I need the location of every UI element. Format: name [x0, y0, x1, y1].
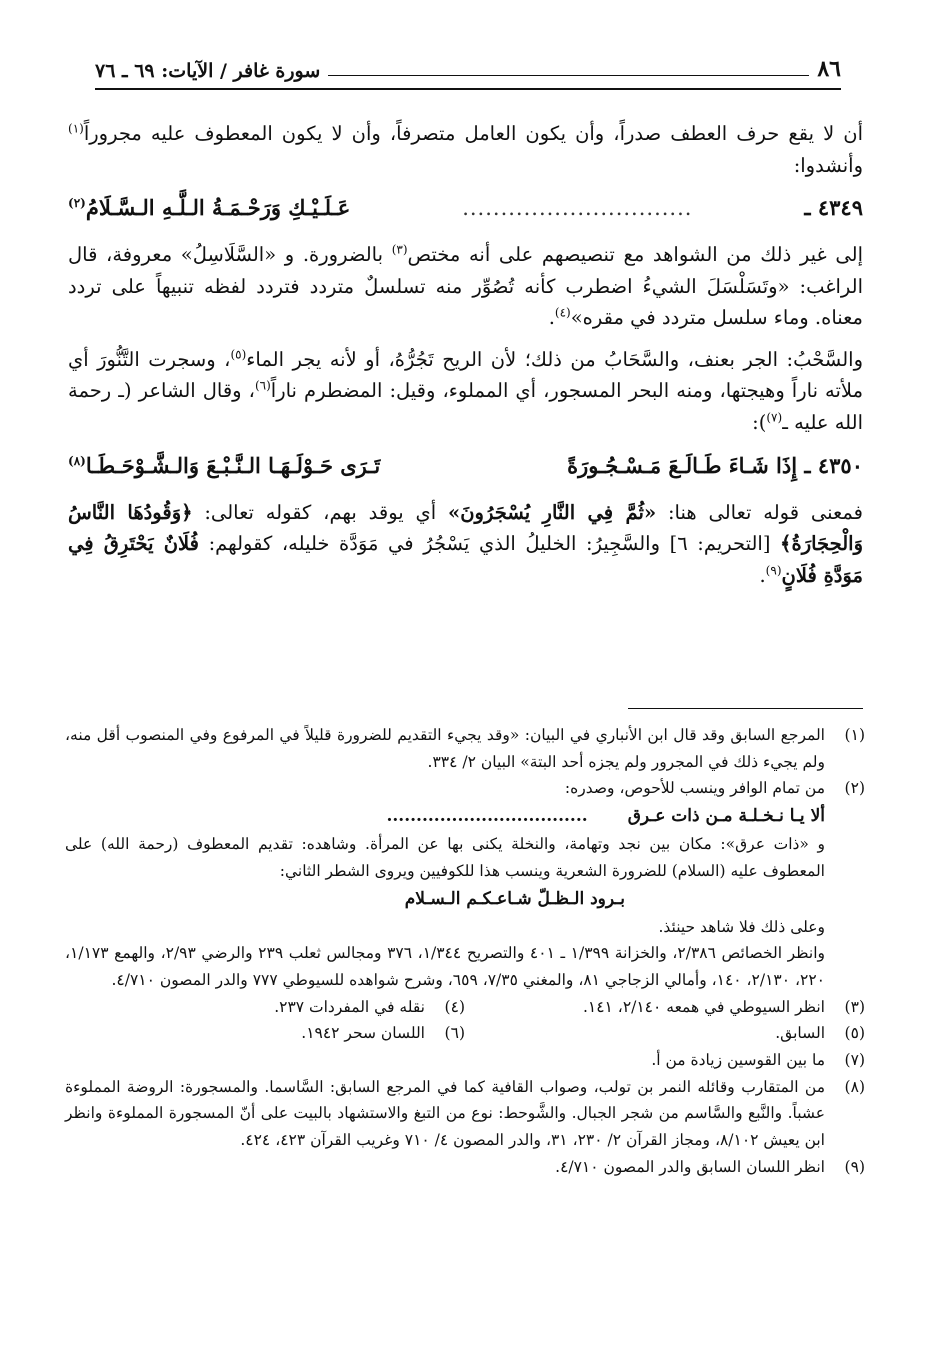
text: أن لا يقع حرف العطف صدراً، وأن يكون العامل متصرفاً، وأن لا يكون المعطوف عليه مجروراً [83, 122, 863, 145]
text: ، وقال الشاعر (ـ رحمة الله عليه ـ [68, 379, 863, 435]
page-number: ٨٦ [817, 56, 841, 82]
verse-number: ٤٣٥٠ ـ [804, 452, 863, 478]
verse-dots: .................................. [386, 805, 588, 826]
verse-number: ٤٣٤٩ ـ [804, 195, 863, 221]
footnote-ref: (٤) [554, 305, 571, 320]
footnote-text: انظر اللسان السابق والدر المصون ٤/٧١٠. [555, 1157, 825, 1176]
text: ، وسجرت التَّنُّورَ أي ملأته ناراً وهيجتها، ومنه البحر المسجور، أي المملوء، وقيل: المضطرم ناراً [68, 347, 864, 403]
footnote [65, 1020, 465, 1047]
paragraph [68, 344, 863, 439]
footnote-number: (٧) [844, 1051, 865, 1070]
footnote-row [65, 994, 865, 1021]
footnote-text: ما بين القوسين زيادة من أ. [651, 1051, 825, 1070]
footnote [65, 994, 465, 1021]
footnote-separator [628, 708, 863, 709]
footnote-ref: (٧) [766, 410, 783, 425]
text: أي يوقد بهم، كقوله تعالى: [192, 500, 449, 524]
text: والسَّحْبُ: الجر بعنف، والسَّحَابُ من ذلك؛ لأن الريح تَجُرُّهُ، أو لأنه يجر الماء [246, 347, 863, 371]
verse-first-hemistich [567, 449, 863, 483]
footnote-number: (٢) [844, 779, 865, 798]
footnote [65, 1047, 865, 1074]
text: إِذَا شَـاءَ طَـالَـعَ مَـسْـجُـورَةً [567, 452, 798, 478]
verse-line [68, 191, 863, 225]
main-text [68, 118, 863, 601]
footnote [65, 1074, 865, 1154]
footnotes [65, 722, 865, 1180]
footnote-row [65, 1020, 865, 1047]
footnote-number: (٦) [444, 1024, 465, 1043]
text: . [548, 306, 555, 330]
running-title: سورة غافر / الآيات: ٦٩ ـ ٧٦ [95, 60, 321, 82]
verse-dots: .............................. [462, 196, 693, 221]
verse-hemistich [68, 191, 350, 225]
quoted-saying: فُلَانٌ يَحْتَرِقُ فِي مَوَدَّةِ فُلَانٍ [68, 532, 863, 587]
footnote-text: من تمام الوافر وينسب للأحوص، وصدره: [564, 779, 825, 798]
footnote-text: اللسان سحر ١٩٤٢. [301, 1024, 425, 1043]
text: إلى غير ذلك من الشواهد مع تنصيصهم على أنه مختص [407, 243, 864, 267]
footnote-ref: (٩) [765, 563, 782, 578]
footnote-ref: (٨) [68, 453, 86, 468]
footnote-ref: (٥) [230, 347, 247, 362]
footnote [465, 994, 865, 1021]
paragraph [68, 497, 863, 592]
text: ): [752, 411, 767, 435]
quran-quote: «ثُمَّ فِي النَّارِ يُسْجَرُونَ» [448, 500, 657, 524]
footnote-ref: (٣) [391, 242, 408, 257]
footnote-text: وانظر الخصائص ٢/٣٨٦، والخزانة ١/٣٩٩ ـ ٤٠١ والتصريح ١/٣٤٤، ٣٧٦ ومجالس ثعلب ٢٣٩ والرضي ٢/٩٣، والهمع ١/١٧٣، ٢٢٠، ٢/١٣٠، ١٤٠، وأمالي الزجاجي ٨١، والمغني ٧/٣٥، ٦٥٩، وشرح شواهده للسيوطي ٧٧٧ والدر المصون ٤/٧١٠. [65, 944, 825, 990]
text: ألا يـا نـخـلـة مـن ذات عـرق [627, 805, 825, 826]
footnote-verse [65, 802, 865, 831]
footnote-number: (٨) [844, 1077, 865, 1096]
footnote-text: انظر السيوطي في همعه ٢/١٤٠، ١٤١. [582, 997, 825, 1016]
text: . [759, 563, 766, 587]
quran-quote: ﴿وَقُودُهَا النَّاسُ وَالْحِجَارَةُ﴾ [68, 500, 863, 556]
header-rule [328, 75, 809, 76]
text: عَـلَـيْـكِ وَرَحْـمَـةُ الـلَّـهِ الـسَّـلَامُ [85, 195, 351, 221]
footnote-verse: بـرود الـظـلّ شـاعـكـم الـسـلام [404, 888, 625, 909]
footnote-text: السابق. [775, 1024, 825, 1043]
footnote-text: نقله في المفردات ٢٣٧. [274, 997, 425, 1016]
footnote [65, 775, 865, 802]
footnote-number: (٥) [844, 1024, 865, 1043]
footnote-text: من المتقارب وقائله النمر بن تولب، وصواب القافية كما في المرجع السابق: السَّاسما. والمسجورة: الروضة المملوءة عشباً. والنَّبع والسَّاسم من شجر الجبال. والشَّوحط: نوع من التبغ والاستشهاد بالبيت على أنّ المسجورة المملوءة وانظر ابن يعيش ٨/١٠٢، ومجاز القرآن ٢/ ٢٣٠، ٣١، والدر المصون ٤/ ٧١٠ وغريب القرآن ٤٢٣، ٤٢٤. [65, 1077, 825, 1149]
text: بالضرورة. و «السَّلَاسِلُ» معروفة، قال الراغب: «وتَسَلْسَلَ الشيءُ اضطرب كأنه تُصُوِّر منه تسلسلٌ متردد فتردد لفظه تنبيهاً على تردد معناه. وماء سلسل متردد في مقره» [68, 243, 863, 330]
footnote-ref: (٢) [68, 196, 86, 211]
footnote-text: المرجع السابق وقد قال ابن الأنباري في البيان: «وقد يجيء التقديم للضرورة قليلاً في المرفوع وفي المنصوب أقل منه، ولم يجيء ذلك في المجرور ولم يجزه أحد البتة» البيان ٢/ ٣٣٤. [65, 726, 825, 771]
page-header [95, 44, 841, 90]
footnote-number: (٤) [444, 997, 465, 1016]
footnote-text: وعلى ذلك فلا شاهد حينئذ. [658, 917, 825, 936]
paragraph [68, 118, 863, 181]
footnote-ref: (١) [68, 121, 84, 136]
footnote [465, 1020, 865, 1047]
text: [التحريم: ٦] والسَّجِيرُ: الخليلُ الذي يَسْجُرُ في مَوَدَّة خليله، كقولهم: [199, 532, 781, 556]
footnote [65, 1154, 865, 1181]
text: فمعنى قوله تعالى هنا: [656, 500, 863, 524]
footnote-number: (١) [844, 726, 865, 744]
footnote-number: (٩) [844, 1157, 865, 1176]
verse-line [68, 449, 863, 483]
footnote-number: (٣) [844, 997, 865, 1016]
footnote-text: و «ذات عرق»: مكان بين نجد وتهامة، والنخلة يكنى بها عن المرأة. وشاهده: تقديم المعطوف (رحمة الله) على المعطوف عليه (السلام) للضرورة الشعرية وينسب هذا للكوفيين ويروى الشطر الثاني: [65, 835, 825, 880]
text: وأنشدوا: [793, 153, 863, 177]
footnote [65, 722, 865, 775]
verse-second-hemistich [68, 449, 380, 483]
text: تَـرَى حَـوْلَـهَـا الـنَّـبْـعَ وَالـشَّـوْحَـطَـا [85, 452, 381, 478]
paragraph [68, 239, 863, 334]
footnote-ref: (٦) [254, 378, 271, 393]
